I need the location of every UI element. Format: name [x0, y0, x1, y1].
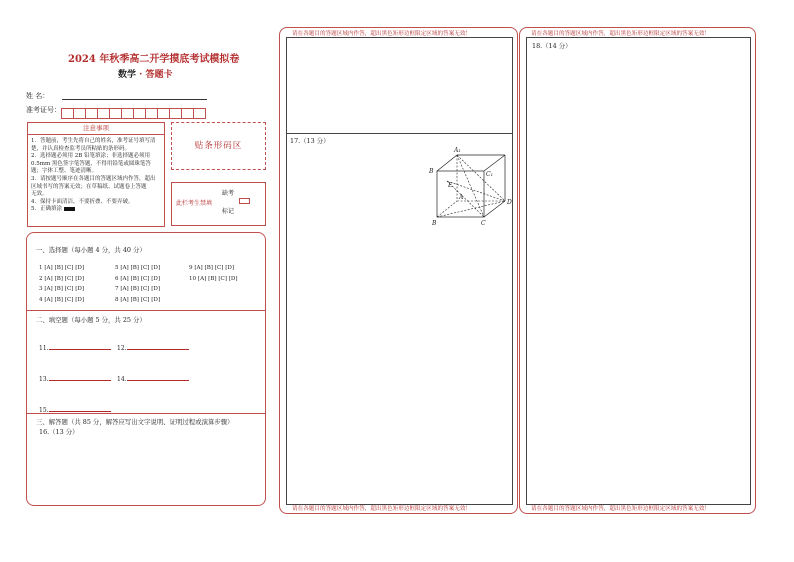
absent-checkbox[interactable] — [239, 198, 250, 204]
choice-column-3 — [189, 263, 238, 284]
exam-number-boxes[interactable] — [61, 104, 205, 123]
cube-edge — [484, 201, 505, 217]
question-17-label: 17.（13 分） — [290, 137, 330, 145]
notes-list — [28, 135, 164, 214]
choice-q2[interactable]: 2 [A] [B] [C] [D] — [39, 275, 85, 282]
question-16-label: 16.（13 分） — [39, 428, 79, 436]
page-subtitle: 数学 · 答题卡 — [118, 70, 173, 80]
choice-q3[interactable]: 3 [A] [B] [C] [D] — [39, 286, 85, 292]
fill-q12[interactable]: 12. — [117, 343, 189, 352]
notes-item: 5．正确填涂 — [31, 206, 161, 214]
absent-note: 此栏考生禁填 — [176, 200, 213, 207]
notes-heading: 注意事项 — [28, 123, 164, 135]
barcode-area-label: 贴条形码区 — [194, 141, 243, 151]
cube-diagonal — [457, 155, 505, 201]
vertex-label: C — [481, 220, 486, 227]
divider — [287, 133, 512, 134]
choice-q5[interactable]: 5 [A] [B] [C] [D] — [115, 265, 161, 271]
choice-q9[interactable]: 9 [A] [B] [C] [D] — [189, 265, 235, 271]
name-input[interactable] — [62, 99, 207, 100]
absent-box — [171, 182, 266, 226]
fill-q14[interactable]: 14. — [117, 374, 189, 383]
question-18-answer-area[interactable] — [527, 50, 750, 504]
warning-top-right: 请在各题目的答题区域内作答，超出黑色矩形边框限定区域的答案无效！ — [531, 31, 711, 37]
fill-q11[interactable]: 11. — [39, 343, 111, 352]
choice-q7[interactable]: 7 [A] [B] [C] [D] — [115, 286, 161, 292]
cube-edge — [437, 155, 457, 171]
notes-item: 3．请按题号顺序在各题目的答题区域内作答，超出 — [31, 175, 156, 182]
divider — [27, 413, 265, 414]
fill-q15[interactable]: 15. — [39, 405, 111, 414]
notes-box — [27, 122, 165, 227]
notes-item: 无效。 — [31, 191, 48, 198]
middle-answer-frame — [286, 37, 513, 505]
choice-q4[interactable]: 4 [A] [B] [C] [D] — [39, 296, 85, 303]
divider — [27, 310, 265, 311]
answer-block-middle — [279, 27, 518, 514]
cube-hidden-edge — [437, 201, 457, 217]
absent-line2: 标记 — [222, 208, 235, 215]
fill-q13[interactable]: 13. — [39, 374, 111, 383]
notes-item: 区域书写的答案无效；在草稿纸、试题卷上答题 — [31, 183, 147, 190]
vertex-label: B — [432, 220, 437, 227]
page-title: 2024 年秋季高二开学摸底考试模拟卷 — [68, 54, 240, 65]
warning-top-middle: 请在各题目的答题区域内作答，超出黑色矩形边框限定区域的答案无效！ — [292, 31, 472, 37]
solve-section-title: 三、解答题（共 85 分，解答应写出文字说明、证明过程或演算步骤） — [36, 418, 234, 426]
notes-item: 1．答题前，考生先将自己的姓名，准考证号填写清 — [31, 138, 156, 144]
warning-bottom-middle: 请在各题目的答题区域内作答，超出黑色矩形边框限定区域的答案无效！ — [292, 506, 472, 512]
vertex-label: D — [507, 199, 512, 206]
choice-q1[interactable]: 1 [A] [B] [C] [D] — [39, 265, 85, 271]
right-answer-frame — [526, 37, 751, 505]
choice-column-2 — [115, 263, 160, 305]
filled-mark-example — [64, 207, 75, 211]
vertex-label: E — [448, 182, 453, 189]
notes-item: 4．保持卡面清洁，不要折叠、不要弄破。 — [31, 198, 134, 205]
choice-column-1 — [39, 263, 84, 305]
cube-edge — [484, 155, 505, 171]
fill-section-title: 二、填空题（每小题 5 分，共 25 分） — [36, 316, 146, 324]
name-label: 姓 名： — [26, 92, 50, 100]
cube-figure — [425, 146, 515, 232]
vertex-label: A₁ — [454, 147, 461, 154]
question-18-label: 18.（14 分） — [532, 42, 572, 50]
choice-section-title: 一、选择题（每小题 4 分，共 40 分） — [36, 246, 146, 254]
notes-item: 楚，并认真检查监考员所粘贴的条形码。 — [31, 145, 131, 152]
cube-line — [447, 181, 484, 217]
choice-q10[interactable]: 10 [A] [B] [C] [D] — [189, 275, 238, 282]
barcode-area — [171, 122, 266, 170]
answer-block-left — [26, 232, 266, 506]
notes-item: 2．选择题必须用 2B 铅笔填涂；非选择题必须用 — [31, 153, 151, 160]
question-16-continued-area[interactable] — [287, 38, 512, 133]
exam-number-label: 准考证号： — [26, 106, 61, 114]
answer-block-right — [519, 27, 756, 514]
choice-q8[interactable]: 8 [A] [B] [C] [D] — [115, 296, 161, 303]
vertex-label: C₁ — [486, 171, 493, 178]
absent-line1: 缺考 — [222, 190, 235, 197]
vertex-label: B — [429, 168, 434, 175]
question-16-answer-area[interactable] — [27, 436, 265, 504]
vertex-label: A — [459, 194, 464, 201]
notes-item: 0.5mm 黑色签字笔答题，不得用铅笔或圆珠笔答 — [31, 160, 151, 167]
warning-bottom-right: 请在各题目的答题区域内作答，超出黑色矩形边框限定区域的答案无效！ — [531, 506, 711, 512]
notes-item: 题；字体工整、笔迹清晰。 — [31, 168, 98, 175]
choice-q6[interactable]: 6 [A] [B] [C] [D] — [115, 275, 161, 282]
